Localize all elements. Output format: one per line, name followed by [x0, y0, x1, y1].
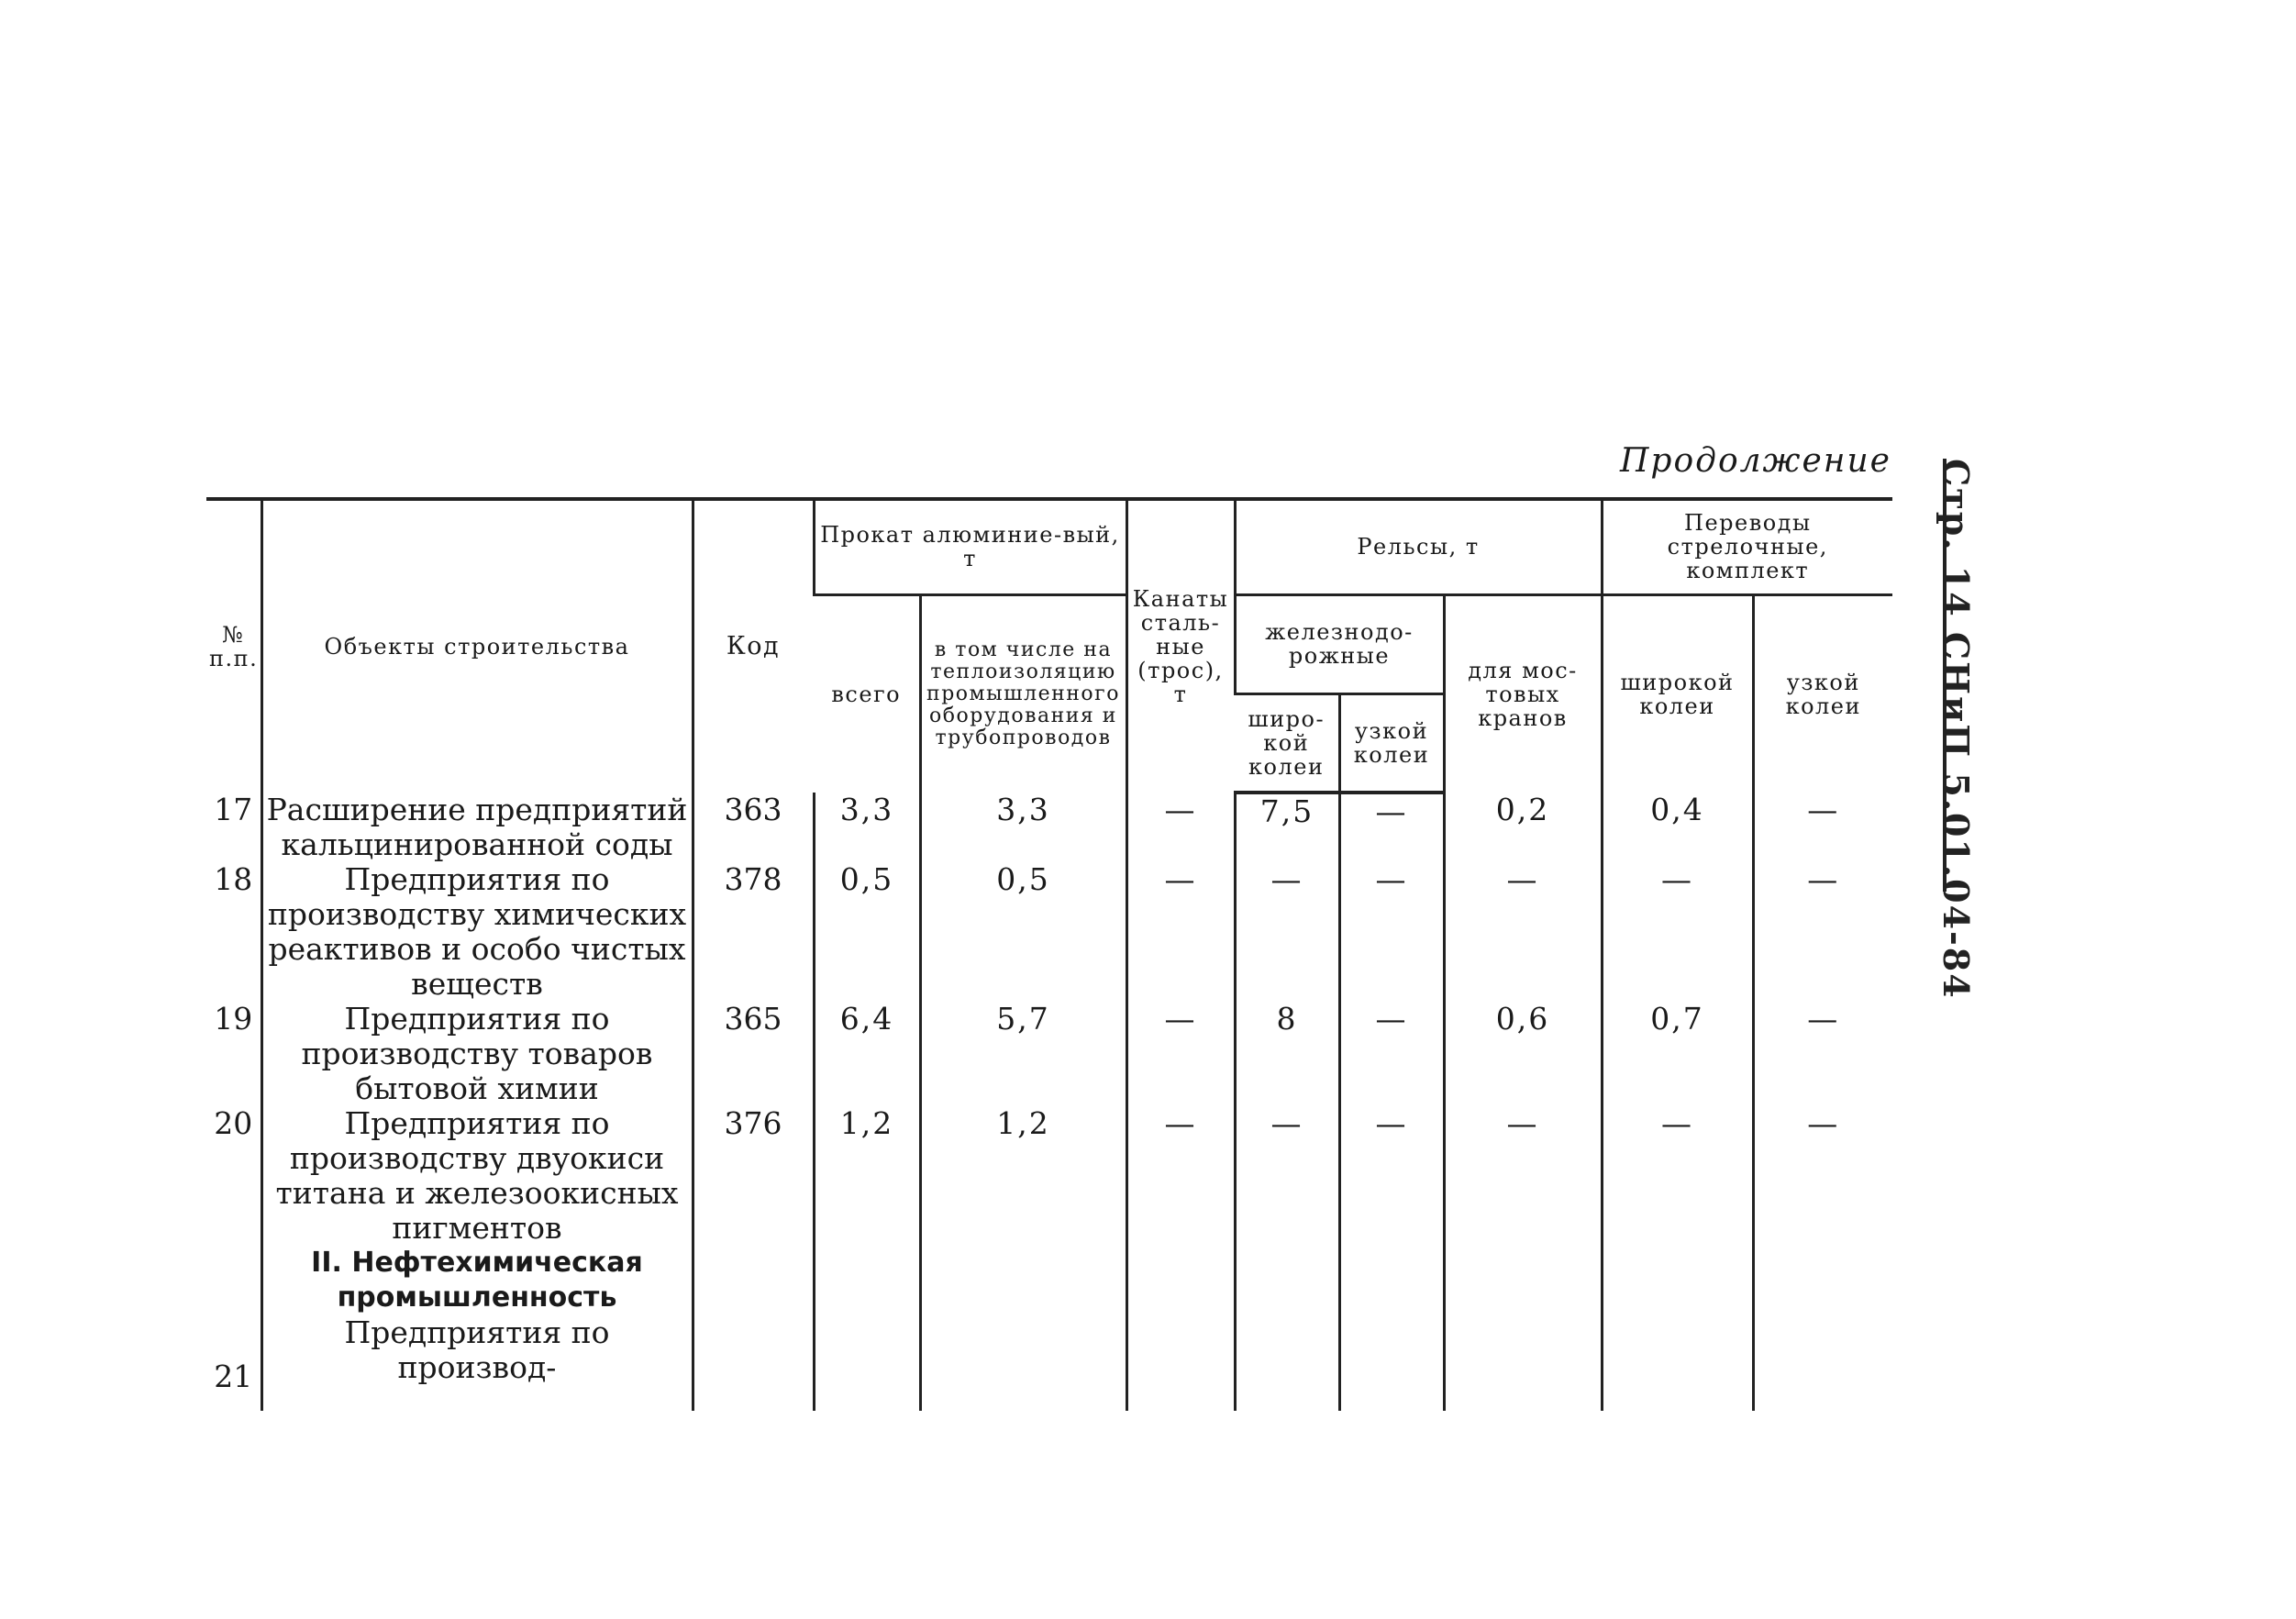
row-name: Предприятия по производству химических реактивов и особо чистых веществ [261, 862, 693, 1002]
cell-al-total: 3,3 [814, 793, 920, 862]
header-objects: Объекты строительства [261, 499, 693, 793]
cell-sw-wide: 0,7 [1602, 1002, 1753, 1106]
header-rails-wide: широ-кой колеи [1235, 693, 1339, 793]
cell-al-incl: 3,3 [920, 793, 1126, 862]
cell-cables: — [1126, 1002, 1235, 1106]
table-row [206, 1002, 1892, 1106]
row-num: 18 [214, 861, 253, 897]
header-switches-narrow: узкой колеи [1753, 594, 1892, 793]
cell-al-total: 0,5 [814, 862, 920, 1002]
header-code: Код [693, 499, 814, 793]
row-code: 376 [693, 1106, 814, 1246]
header-cables: Канаты сталь-ные (трос), т [1126, 499, 1235, 793]
row-num: 17 [214, 792, 253, 827]
cell-sw-wide: — [1602, 862, 1753, 1002]
row-num: 21 [214, 1358, 253, 1394]
cell-rail-narrow: — [1339, 862, 1444, 1002]
table-row [206, 1315, 1892, 1411]
header-aluminium-incl: в том числе на теплоизоляцию промышленного оборудования и трубопроводов [920, 594, 1126, 793]
cell-rail-wide: 8 [1235, 1002, 1339, 1106]
cell-sw-narrow: — [1753, 1106, 1892, 1246]
cell-sw-wide: — [1602, 1106, 1753, 1246]
cell-sw-narrow: — [1753, 1002, 1892, 1106]
row-name: Предприятия по производству двуокиси титана и железоокисных пигментов [261, 1106, 693, 1246]
cell-al-total: 6,4 [814, 1002, 920, 1106]
continuation-label: Продолжение [1620, 442, 1891, 480]
cell-rail-crane: — [1444, 1106, 1602, 1246]
section-title: II. Нефтехимическая промышленность [311, 1247, 643, 1314]
cell-sw-narrow: — [1753, 862, 1892, 1002]
row-num: 20 [214, 1105, 253, 1141]
row-name: Предприятия по производству товаров бытовой химии [261, 1002, 693, 1106]
header-rails-narrow: узкой колеи [1339, 693, 1444, 793]
header-rails: Рельсы, т [1235, 499, 1602, 594]
cell-rail-crane: 0,6 [1444, 1002, 1602, 1106]
section-row [206, 1246, 1892, 1315]
header-switches: Переводы стрелочные, комплект [1602, 499, 1892, 594]
cell-rail-narrow: — [1339, 1002, 1444, 1106]
header-switches-wide: широкой колеи [1602, 594, 1753, 793]
cell-cables: — [1126, 1106, 1235, 1246]
cell-rail-narrow: — [1339, 793, 1444, 862]
header-rails-railway: железнодо-рожные [1235, 594, 1444, 693]
cell-rail-wide: — [1235, 1106, 1339, 1246]
row-name: Расширение предприятий кальцинированной соды [261, 793, 693, 862]
header-aluminium-total: всего [831, 681, 902, 707]
cell-rail-wide: 7,5 [1235, 793, 1339, 862]
row-name: Предприятия по производ- [261, 1315, 693, 1411]
header-num: № п.п. [206, 499, 261, 793]
row-code: 365 [693, 1002, 814, 1106]
cell-al-incl: 0,5 [920, 862, 1126, 1002]
page-side-label: Стр. 14 СНиП 5.01.04-84 [1936, 459, 1977, 1000]
cell-al-incl: 1,2 [920, 1106, 1126, 1246]
table-row [206, 1106, 1892, 1246]
row-code: 363 [693, 793, 814, 862]
row-code: 378 [693, 862, 814, 1002]
cell-rail-narrow: — [1339, 1106, 1444, 1246]
cell-cables: — [1126, 862, 1235, 1002]
cell-rail-wide: — [1235, 862, 1339, 1002]
cell-sw-wide: 0,4 [1602, 793, 1753, 862]
cell-sw-narrow: — [1753, 793, 1892, 862]
row-num: 19 [214, 1001, 253, 1037]
cell-al-incl: 5,7 [920, 1002, 1126, 1106]
table-row [206, 793, 1892, 862]
cell-rail-crane: — [1444, 862, 1602, 1002]
cell-cables: — [1126, 793, 1235, 862]
norms-table [206, 497, 1892, 1411]
cell-al-total: 1,2 [814, 1106, 920, 1246]
header-rails-crane: для мос-товых кранов [1444, 594, 1602, 793]
header-aluminium: Прокат алюминие-вый, т [814, 499, 1126, 594]
table-row [206, 862, 1892, 1002]
cell-rail-crane: 0,2 [1444, 793, 1602, 862]
